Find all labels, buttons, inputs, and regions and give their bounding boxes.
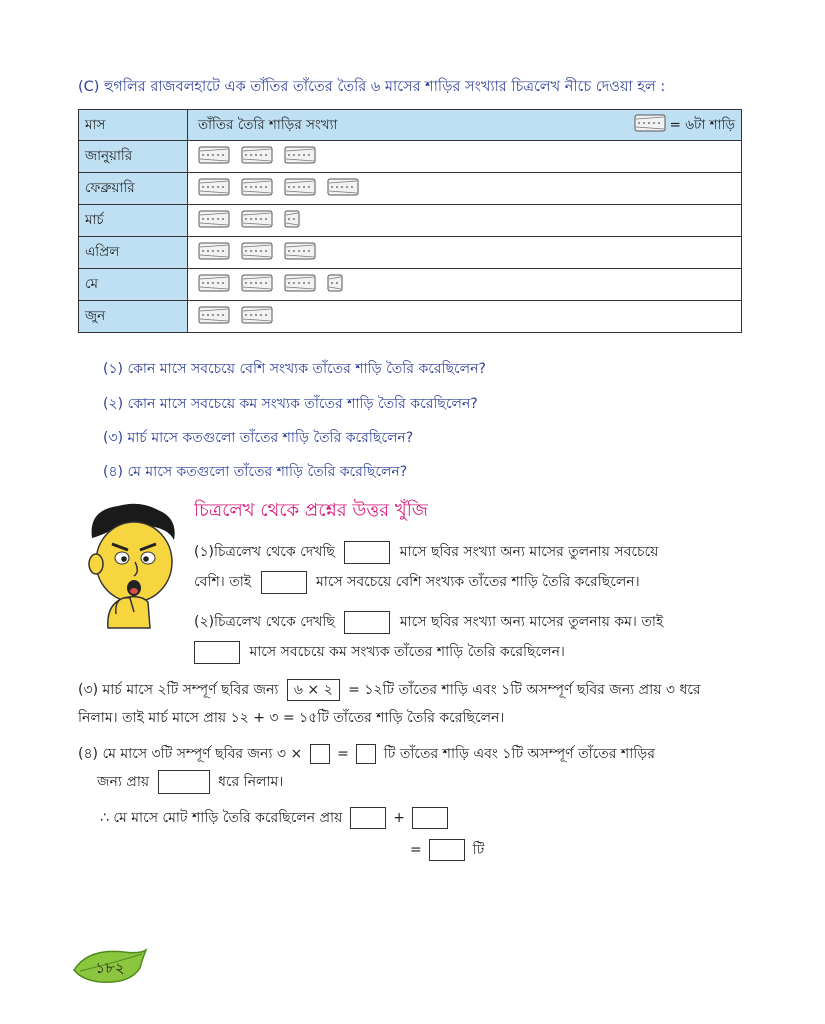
answer-4-blank-product[interactable] [356,744,376,764]
header-month: মাস [79,110,188,141]
section-c-heading: (C) হুগলির রাজবলহাটে এক তাঁতির তাঁতের তৈরি ৬ মাসের শাড়ির সংখ্যার চিত্রলেখ নীচে দেওয়া হল : [78,79,666,95]
header-count: তাঁতির তৈরি শাড়ির সংখ্যা [198,116,338,133]
table-row [79,141,742,173]
saree-icon [198,177,230,201]
leaf-icon [70,944,150,986]
answer-1-text-a: (১)চিত্রলেখ থেকে দেখছি [194,544,335,560]
thinking-boy-illustration [78,500,190,630]
table-row [79,205,742,237]
answer-4-text-c: জন্য প্রায় [97,774,150,790]
page-number-badge [70,944,150,990]
answer-4-text-a: (৪) মে মাসে ৩টি সম্পূর্ণ ছবির জন্য ৩ × [78,746,303,762]
saree-partial-icon [327,273,343,297]
month-label: ফেব্রুয়ারি [79,173,188,205]
answer-4-plus: + [393,810,405,826]
answer-1-line-2 [194,570,640,594]
answer-1-blank-a[interactable] [344,541,390,564]
answer-4-result-unit: টি [472,842,485,858]
pictograph-cell [188,301,742,333]
table-row [79,173,742,205]
answer-2-blank-b[interactable] [194,641,240,664]
table-row [79,301,742,333]
pictograph-cell [188,269,742,301]
saree-icon [241,273,273,297]
header-count-cell [188,110,742,141]
answer-2-blank-a[interactable] [344,611,390,634]
question-1: (১) কোন মাসে সবচেয়ে বেশি সংখ্যক তাঁতের শাড়ি তৈরি করেছিলেন? [103,361,486,377]
table-row [79,237,742,269]
saree-icon [241,241,273,265]
page-number: ১৮২ [95,959,125,977]
saree-icon [327,177,359,201]
answer-4-equals: = [337,746,349,762]
month-label: জানুয়ারি [79,141,188,173]
answer-1-line-1 [194,540,658,564]
saree-icon [241,305,273,329]
answer-3-text-a: (৩) মার্চ মাসে ২টি সম্পূর্ণ ছবির জন্য [78,682,279,698]
answer-2-text-a: (২)চিত্রলেখ থেকে দেখছি [194,614,335,630]
saree-icon [198,273,230,297]
month-label: মার্চ [79,205,188,237]
answer-2-line-1 [194,610,663,634]
pictograph-cell [188,205,742,237]
answer-3-line-2: নিলাম। তাই মার্চ মাসে প্রায় ১২ + ৩ = ১৫টি তাঁতের শাড়ি তৈরি করেছিলেন। [78,710,505,726]
table-row [79,269,742,301]
saree-icon [284,177,316,201]
pictograph-table [78,109,742,333]
saree-icon [284,145,316,169]
answer-4-result-line [410,838,484,862]
saree-icon [198,241,230,265]
saree-icon [284,273,316,297]
answer-3-text-b: = ১২টি তাঁতের শাড়ি এবং ১টি অসম্পূর্ণ ছবির জন্য প্রায় ৩ ধরে [348,682,701,698]
saree-icon [241,209,273,233]
month-label: জুন [79,301,188,333]
saree-icon [634,113,666,137]
answer-4-line-2 [97,770,283,794]
answer-4-line-1 [78,742,655,766]
answer-1-text-b: মাসে ছবির সংখ্যা অন্য মাসের তুলনায় সবচেয়ে [399,544,659,560]
answer-2-text-c: মাসে সবচেয়ে কম সংখ্যক তাঁতের শাড়ি তৈরি করেছিলেন। [249,644,565,660]
answer-4-blank-estimate[interactable] [158,770,210,794]
saree-icon [198,305,230,329]
answer-4-total-line [100,806,451,830]
answer-4-result-equals: = [410,842,422,858]
saree-icon [198,145,230,169]
answer-4-text-d: ধরে নিলাম। [218,774,284,790]
month-label: এপ্রিল [79,237,188,269]
answer-3-line-1 [78,678,701,702]
saree-icon [284,241,316,265]
answer-4-text-b: টি তাঁতের শাড়ি এবং ১টি অসম্পূর্ণ তাঁতের শাড়ির [383,746,655,762]
saree-partial-icon [284,209,300,233]
key-text: = ৬টা শাড়ি [669,116,735,133]
saree-icon [241,145,273,169]
answer-4-total-text: ∴ মে মাসে মোট শাড়ি তৈরি করেছিলেন প্রায় [100,810,343,826]
saree-icon [241,177,273,201]
answer-1-text-d: মাসে সবচেয়ে বেশি সংখ্যক তাঁতের শাড়ি তৈরি করেছিলেন। [315,574,640,590]
saree-icon [198,209,230,233]
question-2: (২) কোন মাসে সবচেয়ে কম সংখ্যক তাঁতের শাড়ি তৈরি করেছিলেন? [103,396,478,412]
answer-3-boxed-expression: ৬ × ২ [287,679,340,701]
answer-2-text-b: মাসে ছবির সংখ্যা অন্য মাসের তুলনায় কম। তাই [399,614,664,630]
answer-1-blank-b[interactable] [261,571,307,594]
answer-1-text-c: বেশি। তাই [194,574,252,590]
pictograph-cell [188,173,742,205]
answer-4-blank-sum-b[interactable] [412,807,448,829]
pictograph-cell [188,141,742,173]
question-3: (৩) মার্চ মাসে কতগুলো তাঁতের শাড়ি তৈরি করেছিলেন? [103,430,414,446]
month-label: মে [79,269,188,301]
pictograph-cell [188,237,742,269]
answer-2-line-2 [189,640,565,664]
answer-4-blank-result[interactable] [429,839,465,861]
question-4: (৪) মে মাসে কতগুলো তাঁতের শাড়ি তৈরি করেছিলেন? [103,464,408,480]
answer-4-blank-multiplier[interactable] [310,744,330,764]
answer-section-title: চিত্রলেখ থেকে প্রশ্নের উত্তর খুঁজি [194,500,428,521]
answer-4-blank-sum-a[interactable] [350,807,386,829]
table-header-row [79,110,742,141]
pictograph-key [634,113,735,137]
